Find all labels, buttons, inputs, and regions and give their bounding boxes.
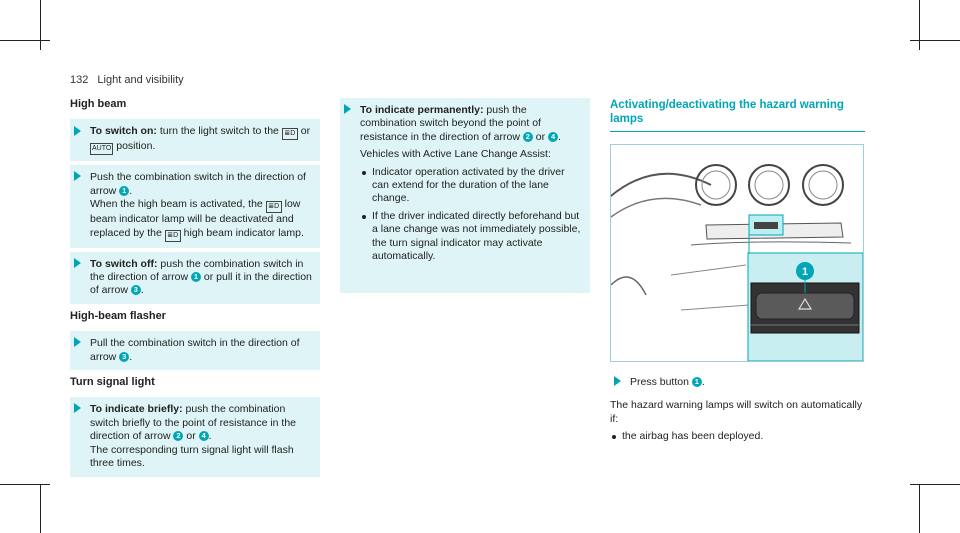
assist-text: Vehicles with Active Lane Change Assist: <box>360 148 551 161</box>
punct: . <box>129 184 133 197</box>
permanent-block <box>340 98 590 293</box>
flasher-block <box>70 331 320 370</box>
crop-mark <box>919 0 920 50</box>
badge-2: 2 <box>523 132 533 142</box>
turn-signal-heading: Turn signal light <box>70 376 155 389</box>
push-step-block <box>70 165 320 247</box>
briefly-label: To indicate briefly: <box>90 403 183 416</box>
when-text-2: low beam indicator lamp will be deactivated and replaced by the <box>90 198 301 239</box>
bullet-item: Indicator operation activated by the driver can extend for the duration of the lane change. <box>360 166 584 206</box>
or-text: or <box>300 125 311 138</box>
highbeam-icon: ≣D <box>165 230 181 242</box>
position-text: position. <box>116 140 156 153</box>
switch-off-text-2: or pull it in the direction of arrow <box>90 271 312 297</box>
step-arrow-icon <box>74 171 81 181</box>
column-1 <box>70 98 320 481</box>
press-text: Press button <box>630 376 689 388</box>
hazard-heading: Activating/deactivating the hazard warning lamps <box>610 98 865 132</box>
dashboard-illustration <box>611 145 863 361</box>
high-beam-steps <box>70 119 320 161</box>
page-number: 132 <box>70 74 89 86</box>
switch-on-label: To switch on: <box>90 125 157 138</box>
lowbeam-icon: ≣D <box>266 201 282 213</box>
briefly-text: push the combination switch briefly to the point of resistance in the direction of arrow <box>90 403 297 443</box>
badge-3: 3 <box>131 285 141 295</box>
crop-mark <box>910 484 960 485</box>
figure-callout-1: 1 <box>801 266 809 278</box>
punct: . <box>140 284 144 297</box>
crop-mark <box>0 40 50 41</box>
step-arrow-icon <box>344 104 351 114</box>
high-beam-heading: High beam <box>70 98 127 110</box>
lowbeam-icon: ≣D <box>282 128 298 140</box>
briefly-block <box>70 397 320 476</box>
auto-icon: AUTO <box>90 143 113 155</box>
punct: . <box>208 430 212 443</box>
perm-text: push the combination switch beyond the point of resistance in the direction of arrow <box>360 104 541 143</box>
or-text: or <box>535 130 546 143</box>
bullet-item: the airbag has been deployed. <box>610 430 865 443</box>
badge-2: 2 <box>173 431 183 441</box>
bullet-item: If the driver indicated directly beforehand but a lane change was not immediately possible, the turn signal indicator may activate automatically. <box>360 210 584 264</box>
switch-on-text: turn the light switch to the <box>159 125 279 138</box>
badge-4: 4 <box>548 132 558 142</box>
auto-text: The hazard warning lamps will switch on automatically if: <box>610 399 863 425</box>
switch-off-block <box>70 252 320 304</box>
section-title: Light and visibility <box>97 74 184 86</box>
crop-mark <box>40 484 41 533</box>
badge-1: 1 <box>119 186 129 196</box>
push-text: Push the combination switch in the direction of arrow <box>90 171 306 197</box>
switch-off-text: push the combination switch in the direction of arrow <box>90 257 304 284</box>
column-2 <box>340 98 590 297</box>
column-3 <box>610 98 865 444</box>
crop-mark <box>910 40 960 41</box>
crop-mark <box>919 484 920 533</box>
flasher-text: Pull the combination switch in the direction of arrow <box>90 337 300 363</box>
press-step <box>610 370 865 395</box>
badge-3: 3 <box>119 352 129 362</box>
or-text: or <box>186 430 196 443</box>
when-text-3: high beam indicator lamp. <box>183 226 304 239</box>
page-header <box>70 74 184 86</box>
badge-4: 4 <box>199 431 209 441</box>
badge-1: 1 <box>191 272 201 282</box>
when-text: When the high beam is activated, the <box>90 198 263 211</box>
step-arrow-icon <box>74 337 81 347</box>
punct: . <box>701 376 705 388</box>
step-arrow-icon <box>74 126 81 136</box>
crop-mark <box>40 0 41 50</box>
step-arrow-icon <box>74 403 81 413</box>
flash-text: The corresponding turn signal light will flash three times. <box>90 443 294 470</box>
step-arrow-icon <box>74 258 81 268</box>
switch-on-step <box>90 125 314 155</box>
hazard-illustration <box>610 144 864 362</box>
switch-off-label: To switch off: <box>90 257 158 270</box>
step-arrow-icon <box>614 376 621 386</box>
badge-1: 1 <box>692 377 702 387</box>
crop-mark <box>0 484 50 485</box>
flasher-heading: High-beam flasher <box>70 309 166 322</box>
punct: . <box>129 350 133 363</box>
perm-label: To indicate permanently: <box>360 104 484 116</box>
punct: . <box>558 130 561 143</box>
